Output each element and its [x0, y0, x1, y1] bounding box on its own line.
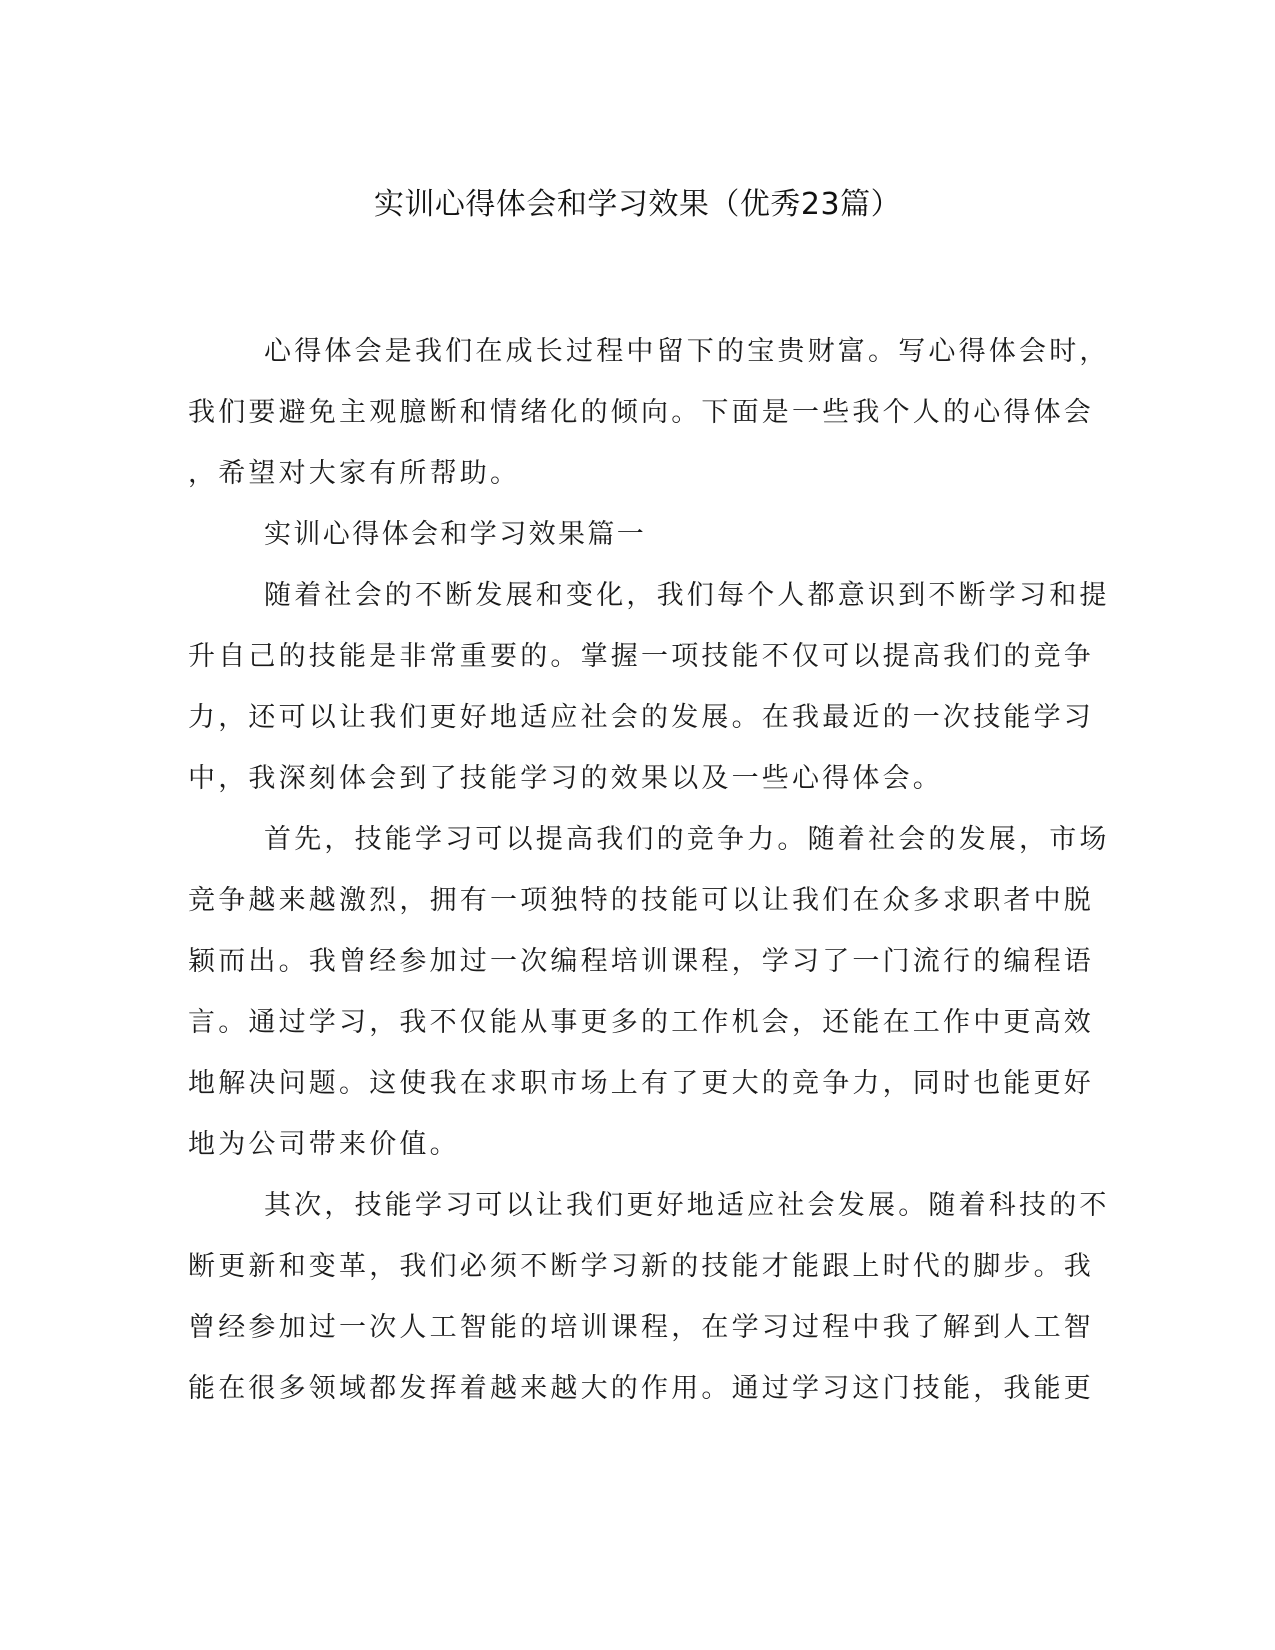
body-paragraph — [188, 565, 1110, 809]
text-line: ，希望对大家有所帮助。 — [188, 458, 521, 489]
intro-paragraph — [188, 321, 1110, 504]
text-line: 地为公司带来价值。 — [188, 1129, 460, 1160]
text-line: 我们要避免主观臆断和情绪化的倾向。下面是一些我个人的心得体会 — [188, 397, 1094, 428]
text-line: 曾经参加过一次人工智能的培训课程，在学习过程中我了解到人工智 — [188, 1312, 1094, 1343]
section-heading-text: 实训心得体会和学习效果篇一 — [264, 519, 647, 550]
document-title: 实训心得体会和学习效果（优秀23篇） — [373, 187, 902, 222]
text-line: 随着社会的不断发展和变化，我们每个人都意识到不断学习和提 — [264, 580, 1110, 611]
section-heading — [188, 504, 1068, 565]
text-line: 其次，技能学习可以让我们更好地适应社会发展。随着科技的不 — [264, 1190, 1110, 1221]
text-line: 首先，技能学习可以提高我们的竞争力。随着社会的发展，市场 — [264, 824, 1110, 855]
text-line: 断更新和变革，我们必须不断学习新的技能才能跟上时代的脚步。我 — [188, 1251, 1094, 1282]
text-line: 中，我深刻体会到了技能学习的效果以及一些心得体会。 — [188, 763, 943, 794]
body-paragraph — [188, 809, 1110, 1175]
text-line: 能在很多领域都发挥着越来越大的作用。通过学习这门技能，我能更 — [188, 1373, 1094, 1404]
body-paragraph — [188, 1175, 1110, 1419]
document-body — [188, 321, 1110, 1419]
text-line: 颖而出。我曾经参加过一次编程培训课程，学习了一门流行的编程语 — [188, 946, 1094, 977]
text-line: 力，还可以让我们更好地适应社会的发展。在我最近的一次技能学习 — [188, 702, 1094, 733]
text-line: 心得体会是我们在成长过程中留下的宝贵财富。写心得体会时， — [264, 336, 1110, 367]
text-line: 地解决问题。这使我在求职市场上有了更大的竞争力，同时也能更好 — [188, 1068, 1094, 1099]
text-line: 升自己的技能是非常重要的。掌握一项技能不仅可以提高我们的竞争 — [188, 641, 1094, 672]
text-line: 竞争越来越激烈，拥有一项独特的技能可以让我们在众多求职者中脱 — [188, 885, 1094, 916]
text-line: 言。通过学习，我不仅能从事更多的工作机会，还能在工作中更高效 — [188, 1007, 1094, 1038]
